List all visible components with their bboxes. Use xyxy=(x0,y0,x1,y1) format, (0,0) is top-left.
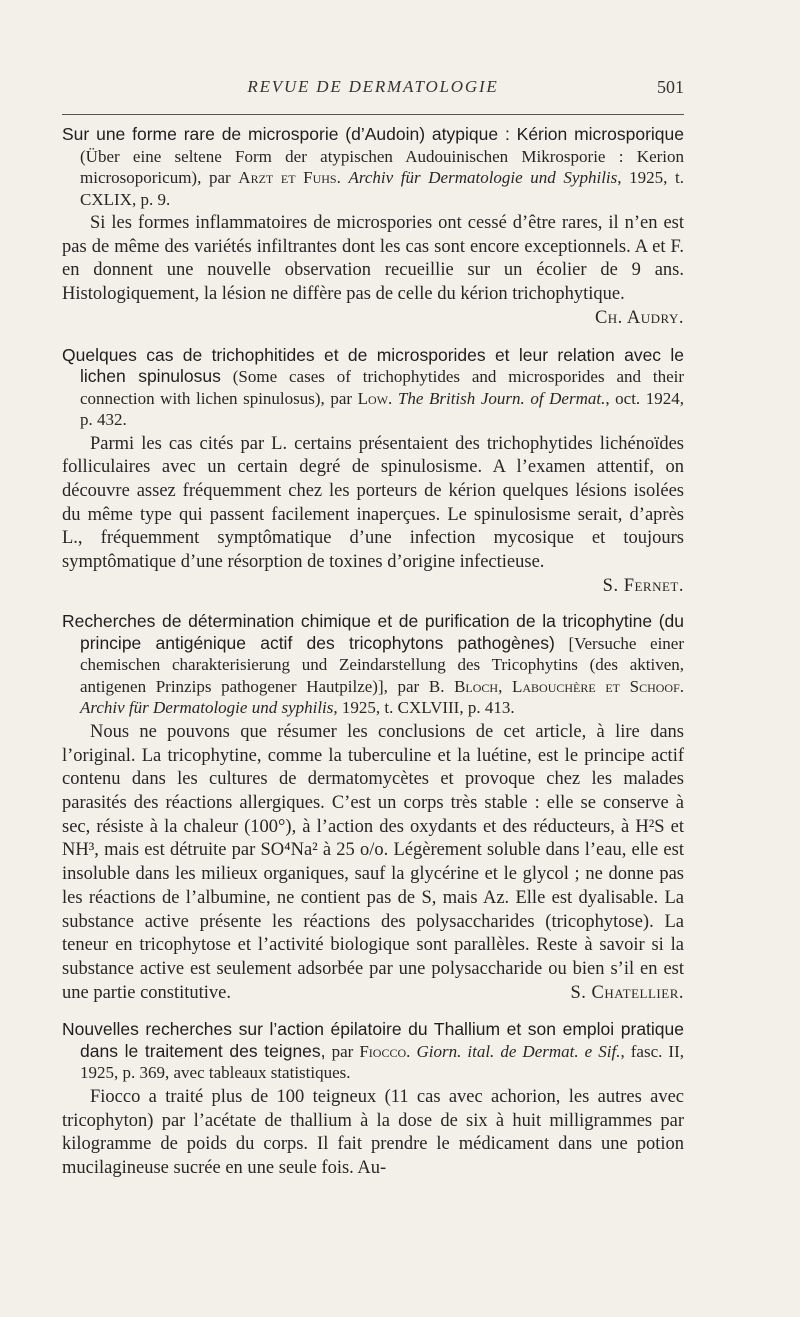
article-title: Recherches de détermination chimique et de purification de la tricophytine (du principe antigénique actif des tricophytons pathogènes) xyxy=(62,611,684,653)
citation-authors: Fiocco xyxy=(359,1041,407,1061)
citation-end: , oct. 1924, p. 432. xyxy=(80,388,685,430)
article-title: Sur une forme rare de microsporie (d’Audoin) atypique : Kérion microsporique xyxy=(62,124,684,144)
running-title: REVUE DE DERMATOLOGIE xyxy=(247,77,499,96)
citation-sep: . xyxy=(336,168,349,187)
article-heading xyxy=(62,345,684,431)
article-body: Parmi les cas cités par L. certains présentaient des trichophytides lichénoïdes folliculaires avec un certain degré de spinulosisme. A l’examen attentif, on découvre assez fréquemment chez les porteurs de kérion quelques lésions isolées du même type qui passent facilement inaperçues. Le spinulosisme serait, d’après L., fréquemment symptômatique d’une infection mycosique et toujours symptômatique d’une résorption de toxines d’origine infectieuse. xyxy=(62,433,684,573)
article-heading xyxy=(62,1019,684,1084)
citation-sep: . xyxy=(406,1041,417,1061)
citation-sep: . xyxy=(679,676,684,696)
article-signature: Ch. Audry. xyxy=(594,307,684,328)
citation-journal: Archiv für Dermatologie und syphilis xyxy=(80,698,334,718)
citation-authors: B. Bloch, Labouchère et Schoof xyxy=(428,676,680,696)
citation-start: (Some cases of trichophytides and microsporides and their connection with lichen spinulosus), par xyxy=(80,367,684,408)
citation-end: , 1925, t. CXLIX, p. 9. xyxy=(80,168,684,209)
page-number: 501 xyxy=(657,77,684,97)
article-heading xyxy=(62,611,684,719)
citation-start: par xyxy=(325,1041,360,1061)
article-tricophytine xyxy=(62,611,684,1005)
citation-end: , 1925, t. CXLVIII, p. 413. xyxy=(333,698,515,718)
page-header xyxy=(62,74,684,104)
article-body-text: Si les formes inflammatoires de microspories ont cessé d’être rares, il n’en est pas de même des variétés infiltrantes dont les cas sont encore exceptionnels. A et F. en donnent une nouvelle observation recueillie sur un écolier de 9 ans. Histologiquement, la lésion ne diffère pas de celle du kérion trichophytique. xyxy=(62,213,684,305)
citation-start: [Versuche einer chemischen charakterisierung und Zeindarstellung des Tricophytins (des aktiven, antigenen Prinzips pathogener Hautpilze)], par xyxy=(80,633,684,696)
article-trichophitides xyxy=(62,345,684,599)
page-body xyxy=(62,124,684,1181)
article-title: Nouvelles recherches sur l’action épilatoire du Thallium et son emploi pratique dans le traitement des teignes, xyxy=(62,1019,684,1061)
header-rule xyxy=(62,114,684,115)
article-signature: S. Chatellier. xyxy=(570,982,684,1003)
article-microsporie xyxy=(62,124,684,331)
citation-start: (Über eine seltene Form der atypischen Audouinischen Mikrosporie : Kerion microsoporicum), par xyxy=(80,146,684,187)
article-body-text: Nous ne pouvons que résumer les conclusions de cet article, à lire dans l’original. La tricophytine, comme la tuberculine et la luétine, est le principe actif contenu dans les cultures de dermatomycètes et provoque chez les malades parasités des réactions allergiques. C’est un corps très stable : elle se conserve à sec, résiste à la chaleur (100°), à l’action des oxydants et des réducteurs, à H²S et NH³, mais est détruite par SO⁴Na² à 25 o/o. Légèrement soluble dans l’eau, elle est insoluble dans les milieux organiques, sauf la glycérine et le glycol ; ne donne pas les réactions de l’albumine, ne contient pas de S, mais Az. Elle est dyalisable. La substance active présente les réactions des polysaccharides (tricophytose). La teneur en tricophytose et l’activité biologique sont parallèles. Reste à savoir si la substance active est seulement adsorbée par une polysaccharide ou bien s’il en est une partie constitutive. xyxy=(62,721,684,1003)
citation-end: , fasc. II, 1925, p. 369, avec tableaux statistiques. xyxy=(80,1041,685,1083)
citation-authors: Arzt et Fuhs xyxy=(238,168,337,187)
citation-journal: Archiv für Dermatologie und Syphilis xyxy=(348,168,618,187)
article-body xyxy=(62,212,684,328)
article-title: Quelques cas de trichophitides et de microsporides et leur relation avec le lichen spinulosus xyxy=(62,344,684,387)
article-body: Fiocco a traité plus de 100 teigneux (11 cas avec achorion, les autres avec tricophyton) par l’acétate de thallium à la dose de six à huit milligrammes par kilogramme de poids du corps. Il fait prendre le médicament dans une potion mucilagineuse sucrée en une seule fois. Au- xyxy=(62,1086,684,1178)
citation-sep: . xyxy=(388,388,398,408)
article-signature: S. Fernet. xyxy=(602,575,684,596)
article-heading xyxy=(62,124,684,210)
article-thallium xyxy=(62,1019,684,1180)
citation-authors: Low xyxy=(357,388,389,408)
citation-journal: The British Journ. of Dermat. xyxy=(397,388,606,408)
article-body xyxy=(62,721,684,1005)
citation-journal: Giorn. ital. de Dermat. e Sif. xyxy=(416,1041,621,1061)
